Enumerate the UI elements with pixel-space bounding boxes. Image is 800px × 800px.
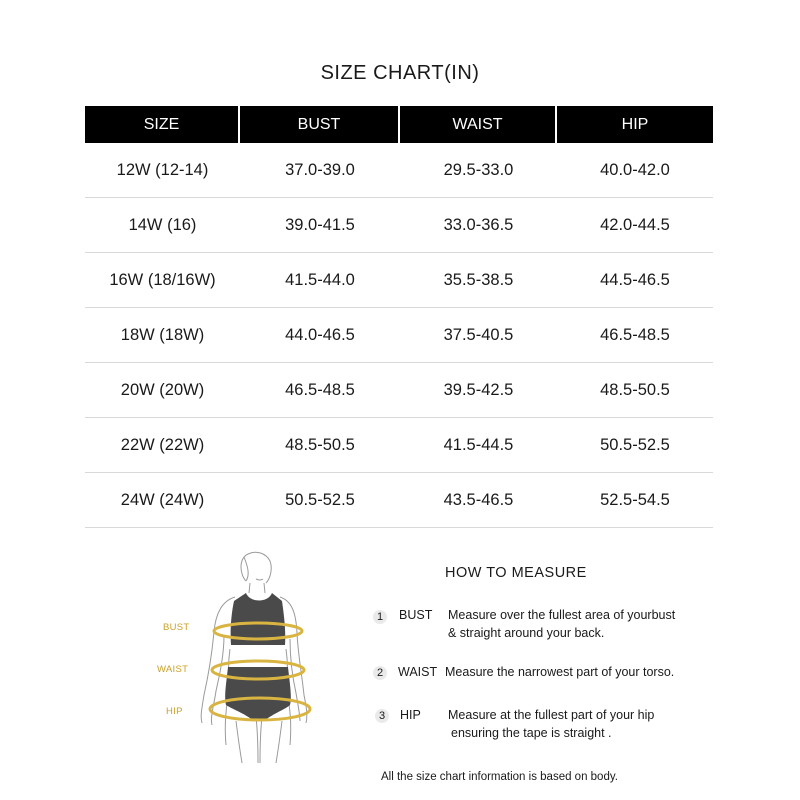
cell-size: 16W (18/16W) bbox=[85, 253, 240, 308]
cell-hip: 46.5-48.5 bbox=[557, 308, 713, 363]
table-header-row bbox=[85, 106, 713, 143]
cell-hip: 42.0-44.5 bbox=[557, 198, 713, 253]
step-text-hip-line1: Measure at the fullest part of your hip bbox=[448, 708, 655, 722]
table-row bbox=[85, 253, 713, 308]
page-title: SIZE CHART(IN) bbox=[320, 62, 480, 84]
table-row bbox=[85, 363, 713, 418]
step-name-waist: WAIST bbox=[398, 665, 438, 679]
table-row bbox=[85, 473, 713, 528]
cell-hip: 50.5-52.5 bbox=[557, 418, 713, 473]
table-row bbox=[85, 308, 713, 363]
cell-bust: 48.5-50.5 bbox=[240, 418, 400, 473]
cell-bust: 37.0-39.0 bbox=[240, 143, 400, 198]
cell-size: 12W (12-14) bbox=[85, 143, 240, 198]
table-row bbox=[85, 418, 713, 473]
header-hip: HIP bbox=[557, 106, 713, 143]
table-row bbox=[85, 198, 713, 253]
body-figure-illustration bbox=[190, 545, 330, 765]
cell-waist: 35.5-38.5 bbox=[400, 253, 557, 308]
bottom-garment bbox=[225, 667, 291, 721]
how-to-measure-title: HOW TO MEASURE bbox=[445, 565, 587, 581]
cell-hip: 52.5-54.5 bbox=[557, 473, 713, 528]
step-number-3: 3 bbox=[375, 706, 389, 724]
cell-waist: 37.5-40.5 bbox=[400, 308, 557, 363]
cell-waist: 39.5-42.5 bbox=[400, 363, 557, 418]
cell-size: 14W (16) bbox=[85, 198, 240, 253]
cell-hip: 44.5-46.5 bbox=[557, 253, 713, 308]
cell-bust: 50.5-52.5 bbox=[240, 473, 400, 528]
cell-bust: 46.5-48.5 bbox=[240, 363, 400, 418]
header-size: SIZE bbox=[85, 106, 240, 143]
cell-bust: 39.0-41.5 bbox=[240, 198, 400, 253]
step-name-hip: HIP bbox=[400, 708, 421, 722]
step-number-2: 2 bbox=[373, 663, 387, 681]
step-number-1: 1 bbox=[373, 607, 387, 625]
cell-waist: 33.0-36.5 bbox=[400, 198, 557, 253]
cell-size: 22W (22W) bbox=[85, 418, 240, 473]
step-text-waist: Measure the narrowest part of your torso. bbox=[445, 665, 675, 679]
figure-label-hip: HIP bbox=[166, 706, 183, 717]
cell-size: 24W (24W) bbox=[85, 473, 240, 528]
cell-waist: 43.5-46.5 bbox=[400, 473, 557, 528]
header-bust: BUST bbox=[240, 106, 400, 143]
cell-hip: 40.0-42.0 bbox=[557, 143, 713, 198]
footnote: All the size chart information is based on body. bbox=[381, 771, 618, 783]
cell-size: 20W (20W) bbox=[85, 363, 240, 418]
cell-waist: 41.5-44.5 bbox=[400, 418, 557, 473]
figure-label-bust: BUST bbox=[163, 622, 190, 633]
cell-size: 18W (18W) bbox=[85, 308, 240, 363]
cell-hip: 48.5-50.5 bbox=[557, 363, 713, 418]
cell-bust: 44.0-46.5 bbox=[240, 308, 400, 363]
header-waist: WAIST bbox=[400, 106, 557, 143]
step-text-bust-line2: & straight around your back. bbox=[448, 626, 605, 640]
cell-waist: 29.5-33.0 bbox=[400, 143, 557, 198]
table-row bbox=[85, 143, 713, 198]
cell-bust: 41.5-44.0 bbox=[240, 253, 400, 308]
step-text-hip-line2: ensuring the tape is straight . bbox=[451, 726, 612, 740]
step-text-bust-line1: Measure over the fullest area of yourbust bbox=[448, 608, 676, 622]
size-table bbox=[85, 106, 713, 528]
figure-label-waist: WAIST bbox=[157, 664, 189, 675]
step-name-bust: BUST bbox=[399, 608, 433, 622]
